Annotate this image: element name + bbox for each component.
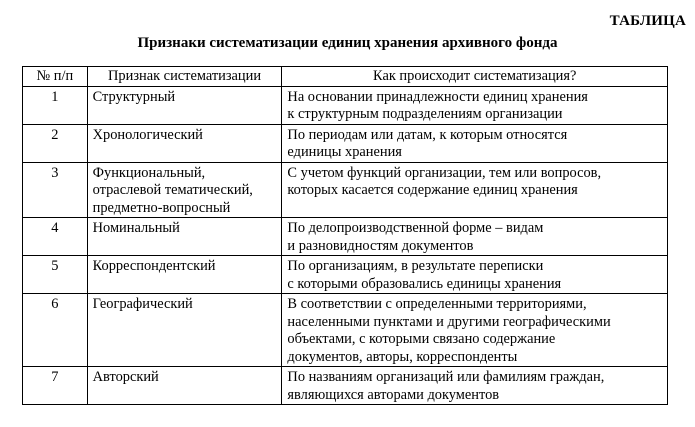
method-line: На основании принадлежности единиц хранения xyxy=(287,88,588,105)
method-line: По названиям организаций или фамилиям граждан, xyxy=(287,369,605,385)
row-number: 6 xyxy=(23,294,88,367)
table-row xyxy=(23,162,668,218)
feature-cell xyxy=(87,218,282,256)
table-row xyxy=(23,86,668,124)
feature-line: Авторский xyxy=(92,369,159,385)
header-method: Как происходит систематизация? xyxy=(282,67,668,87)
method-line: В соответствии с определенными территориями, xyxy=(287,296,587,312)
method-line: объектами, с которыми связано содержание xyxy=(287,331,556,347)
feature-line: Номинальный xyxy=(92,220,180,236)
feature-line: Хронологический xyxy=(92,126,203,143)
feature-line: Корреспондентский xyxy=(92,258,216,274)
row-number: 3 xyxy=(23,162,88,218)
table-row xyxy=(23,124,668,162)
method-line: документов, авторы, корреспонденты xyxy=(287,348,518,365)
feature-cell xyxy=(87,367,282,405)
method-cell xyxy=(282,256,668,294)
row-number: 1 xyxy=(23,86,88,124)
feature-cell xyxy=(87,294,282,367)
method-line: По делопроизводственной форме – видам xyxy=(287,220,544,236)
header-feature: Признак систематизации xyxy=(87,67,282,87)
method-line: По организациям, в результате переписки xyxy=(287,258,544,274)
method-line: По периодам или датам, к которым относятся xyxy=(287,126,568,143)
table-label: ТАБЛИЦА xyxy=(609,13,686,29)
table-row xyxy=(23,256,668,294)
method-line: населенными пунктами и другими географическими xyxy=(287,313,611,330)
table-row xyxy=(23,294,668,367)
method-line: к структурным подразделениям организации xyxy=(287,106,563,122)
feature-cell xyxy=(87,162,282,218)
method-cell xyxy=(282,162,668,218)
method-cell xyxy=(282,367,668,405)
feature-line: Функциональный, xyxy=(92,164,206,181)
method-line: с которыми образовались единицы хранения xyxy=(287,275,562,292)
table-row xyxy=(23,218,668,256)
feature-line: Географический xyxy=(92,296,193,312)
feature-cell xyxy=(87,256,282,294)
feature-line: Структурный xyxy=(92,88,176,105)
header-number: № п/п xyxy=(23,67,88,87)
systematization-table xyxy=(22,66,668,405)
method-cell xyxy=(282,294,668,367)
table-body xyxy=(23,86,668,405)
feature-cell xyxy=(87,124,282,162)
method-line: являющихся авторами документов xyxy=(287,386,500,403)
method-line: которых касается содержание единиц хранения xyxy=(287,182,578,198)
method-cell xyxy=(282,218,668,256)
method-line: единицы хранения xyxy=(287,144,402,160)
row-number: 7 xyxy=(23,367,88,405)
table-header-row xyxy=(23,67,668,87)
row-number: 2 xyxy=(23,124,88,162)
feature-cell xyxy=(87,86,282,124)
table-row xyxy=(23,367,668,405)
feature-line: отраслевой тематический, xyxy=(92,182,253,198)
method-line: и разновидностям документов xyxy=(287,237,474,254)
method-line: С учетом функций организации, тем или вопросов, xyxy=(287,164,602,181)
feature-line: предметно-вопросный xyxy=(92,199,231,216)
document-title: Признаки систематизации единиц хранения архивного фонда xyxy=(137,35,558,51)
row-number: 4 xyxy=(23,218,88,256)
method-cell xyxy=(282,124,668,162)
row-number: 5 xyxy=(23,256,88,294)
method-cell xyxy=(282,86,668,124)
